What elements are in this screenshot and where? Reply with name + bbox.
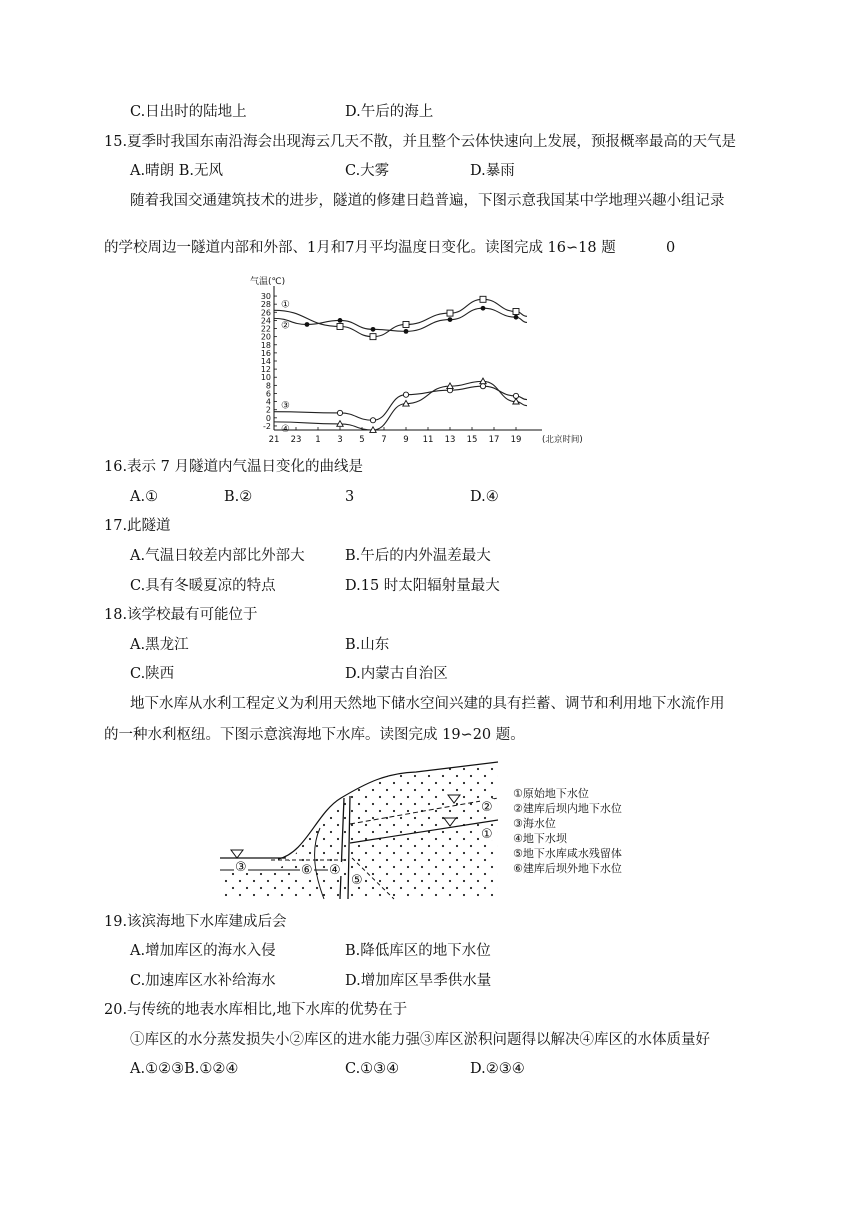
q18-option-a: A.黑龙江 bbox=[130, 637, 189, 653]
chart-y-tick-label: 8 bbox=[265, 381, 271, 391]
temperature-chart bbox=[248, 272, 588, 450]
chart-x-tick-label: 3 bbox=[337, 435, 343, 445]
water-level-marker-sea bbox=[231, 850, 243, 858]
legend-item-5: ⑤地下水库咸水残留体 bbox=[513, 847, 622, 860]
reservoir-diagram bbox=[216, 758, 636, 903]
q18-stem: 18.该学校最有可能位于 bbox=[104, 607, 258, 623]
legend-item-3: ③海水位 bbox=[513, 817, 556, 830]
q15-stem: 15.夏季时我国东南沿海会出现海云几天不散，并且整个云体快速向上发展，预报概率最高的天气是 bbox=[104, 134, 737, 150]
chart-point-s2 bbox=[371, 327, 376, 332]
chart-series-label-2: ② bbox=[281, 320, 290, 332]
chart-y-tick-label: 2 bbox=[265, 405, 271, 415]
chart-x-label: (北京时间) bbox=[542, 435, 583, 445]
chart-point-s1 bbox=[337, 324, 343, 330]
reservoir-diagram-svg bbox=[216, 758, 636, 903]
q17-option-b: B.午后的内外温差最大 bbox=[345, 548, 491, 564]
chart-y-label: 气温(℃) bbox=[250, 277, 286, 287]
passage1-line2-tail: 0 bbox=[666, 240, 676, 256]
chart-series-line-3 bbox=[274, 386, 527, 420]
chart-point-s2 bbox=[448, 317, 453, 322]
chart-x-tick-label: 11 bbox=[422, 435, 434, 445]
chart-x-tick-label: 23 bbox=[290, 435, 302, 445]
label-4: ④ bbox=[329, 863, 341, 878]
q16-option-d: D.④ bbox=[470, 489, 499, 505]
q19-option-a: A.增加库区的海水入侵 bbox=[130, 943, 276, 959]
q19-option-d: D.增加库区旱季供水量 bbox=[345, 973, 492, 989]
q16-option-b: B.② bbox=[224, 489, 253, 505]
chart-point-s1 bbox=[513, 308, 519, 314]
q18-option-d: D.内蒙古自治区 bbox=[345, 666, 448, 682]
label-6: ⑥ bbox=[301, 863, 313, 878]
passage2-line1: 地下水库从水利工程定义为利用天然地下储水空间兴建的具有拦蓄、调节和利用地下水流作用 bbox=[130, 696, 725, 712]
chart-y-tick-label: 16 bbox=[260, 348, 271, 358]
chart-y-tick-label: 30 bbox=[260, 292, 271, 302]
q15-option-c: C.大雾 bbox=[345, 163, 390, 179]
chart-y-tick-label: 14 bbox=[260, 357, 271, 366]
chart-y-tick-label: 28 bbox=[260, 300, 271, 310]
q17-stem: 17.此隧道 bbox=[104, 518, 171, 534]
label-2: ② bbox=[481, 800, 493, 815]
chart-y-tick-label: 12 bbox=[260, 365, 271, 375]
label-1: ① bbox=[481, 827, 493, 842]
chart-y-tick-label: 4 bbox=[265, 397, 271, 407]
q20-option-c: C.①③④ bbox=[345, 1061, 400, 1077]
chart-x-tick-label: 13 bbox=[444, 435, 456, 445]
chart-x-tick-label: 5 bbox=[359, 435, 365, 445]
chart-y-tick-label: 0 bbox=[265, 413, 271, 423]
legend-item-4: ④地下水坝 bbox=[513, 832, 567, 845]
q20-items: ①库区的水分蒸发损失小②库区的进水能力强③库区淤积问题得以解决④库区的水体质量好 bbox=[130, 1032, 710, 1048]
chart-x-tick-label: 17 bbox=[488, 435, 500, 445]
q16-option-c: 3 bbox=[345, 489, 355, 505]
chart-x-tick-label: 21 bbox=[268, 435, 280, 445]
passage1-line2: 的学校周边一隧道内部和外部、1月和7月平均温度日变化。读图完成 16∽18 题 bbox=[104, 240, 616, 256]
legend-item-6: ⑥建库后坝外地下水位 bbox=[513, 862, 622, 875]
chart-point-s1 bbox=[447, 310, 453, 316]
legend-item-2: ②建库后坝内地下水位 bbox=[513, 802, 622, 815]
chart-point-s2 bbox=[338, 318, 343, 323]
q17-option-a: A.气温日较差内部比外部大 bbox=[130, 548, 305, 564]
chart-point-s3 bbox=[337, 410, 342, 415]
q20-stem: 20.与传统的地表水库相比,地下水库的优势在于 bbox=[104, 1002, 408, 1018]
q18-option-b: B.山东 bbox=[345, 637, 390, 653]
chart-y-tick-label: -2 bbox=[263, 421, 271, 431]
q17-option-d: D.15 时太阳辐射量最大 bbox=[345, 578, 500, 594]
chart-series-label-3: ③ bbox=[281, 400, 290, 412]
chart-point-s2 bbox=[404, 329, 409, 334]
chart-x-tick-label: 15 bbox=[466, 435, 478, 445]
chart-series-label-4: ④ bbox=[281, 423, 290, 435]
chart-x-tick-label: 19 bbox=[510, 435, 522, 445]
chart-y-tick-label: 18 bbox=[260, 340, 271, 350]
chart-x-tick-label: 9 bbox=[403, 435, 409, 445]
q15-option-d: D.暴雨 bbox=[470, 163, 515, 179]
q20-option-d: D.②③④ bbox=[470, 1061, 525, 1077]
q19-option-c: C.加速库区水补给海水 bbox=[130, 973, 276, 989]
q15-option-ab: A.晴朗 B.无风 bbox=[130, 163, 223, 179]
chart-point-s2 bbox=[481, 306, 486, 311]
chart-point-s2 bbox=[305, 322, 310, 327]
chart-point-s1 bbox=[370, 334, 376, 340]
chart-x-tick-label: 1 bbox=[315, 435, 321, 445]
passage1-line1: 随着我国交通建筑技术的进步，隧道的修建日趋普遍，下图示意我国某中学地理兴趣小组记录 bbox=[130, 193, 725, 209]
passage2-line2: 的一种水利枢纽。下图示意滨海地下水库。读图完成 19∽20 题。 bbox=[104, 727, 525, 743]
chart-y-tick-label: 26 bbox=[260, 308, 271, 318]
q17-option-c: C.具有冬暖夏凉的特点 bbox=[130, 578, 276, 594]
chart-point-s1 bbox=[403, 321, 409, 327]
q19-stem: 19.该滨海地下水库建成后会 bbox=[104, 914, 287, 930]
chart-series-line-2 bbox=[274, 308, 527, 331]
temperature-chart-svg bbox=[248, 272, 588, 450]
chart-x-tick-label: 7 bbox=[381, 435, 387, 445]
chart-y-tick-label: 10 bbox=[260, 373, 271, 383]
chart-y-tick-label: 6 bbox=[265, 389, 271, 399]
q14-option-d: D.午后的海上 bbox=[345, 104, 434, 120]
chart-point-s3 bbox=[370, 418, 375, 423]
chart-point-s2 bbox=[514, 315, 519, 320]
chart-series-line-4 bbox=[274, 381, 527, 430]
q16-stem: 16.表示 7 月隧道内气温日变化的曲线是 bbox=[104, 459, 364, 475]
q18-option-c: C.陕西 bbox=[130, 666, 175, 682]
q20-option-ab: A.①②③B.①②④ bbox=[130, 1061, 239, 1077]
chart-point-s3 bbox=[480, 384, 485, 389]
chart-y-tick-label: 20 bbox=[260, 332, 271, 342]
chart-series-label-1: ① bbox=[281, 299, 290, 311]
chart-point-s3 bbox=[403, 392, 408, 397]
chart-point-s1 bbox=[480, 296, 486, 302]
chart-y-tick-label: 24 bbox=[260, 316, 271, 326]
q16-option-a: A.① bbox=[130, 489, 159, 505]
label-3: ③ bbox=[235, 860, 247, 875]
q14-option-c: C.日出时的陆地上 bbox=[130, 104, 247, 120]
chart-y-tick-label: 22 bbox=[260, 324, 271, 334]
label-5: ⑤ bbox=[351, 873, 363, 888]
legend-item-1: ①原始地下水位 bbox=[513, 787, 589, 800]
q19-option-b: B.降低库区的地下水位 bbox=[345, 943, 491, 959]
